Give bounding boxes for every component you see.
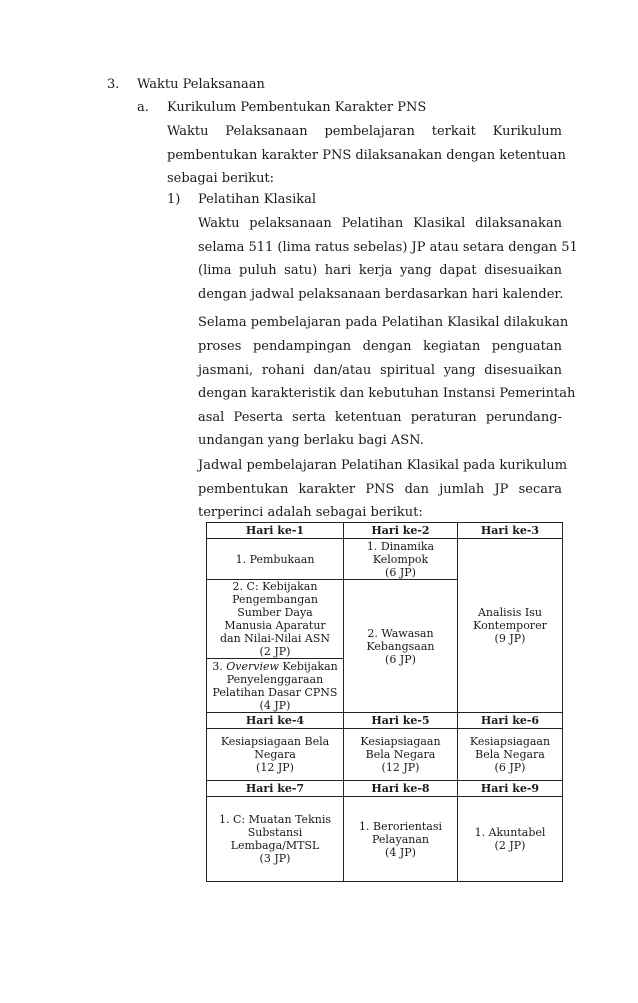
cell-hari-8 bbox=[344, 797, 458, 882]
paragraph-line: terperinci adalah sebagai berikut: bbox=[198, 505, 423, 520]
cell-line: (4 JP) bbox=[259, 698, 291, 712]
cell-line: 1. Berorientasi bbox=[359, 819, 442, 833]
cell-hari-2-session-2 bbox=[344, 580, 458, 713]
paragraph-line: (lima puluh satu) hari kerja yang dapat disesuaikan bbox=[198, 263, 562, 278]
cell-hari-2-session-1 bbox=[344, 539, 458, 580]
item-title: Pelatihan Klasikal bbox=[198, 192, 317, 207]
cell-line: Kontemporer bbox=[473, 619, 547, 632]
cell-hari-3 bbox=[458, 539, 563, 713]
cell-line: 2. Wawasan bbox=[367, 626, 434, 640]
cell-line: 2. C: Kebijakan bbox=[232, 580, 318, 593]
cell-hari-6 bbox=[458, 729, 563, 781]
paragraph-line: proses pendampingan dengan kegiatan penguatan bbox=[198, 339, 562, 354]
cell-line: dan Nilai-Nilai ASN bbox=[220, 632, 330, 645]
paragraph-line: asal Peserta serta ketentuan peraturan perundang- bbox=[198, 410, 562, 425]
cell-line: (2 JP) bbox=[494, 839, 526, 852]
paragraph-line: Jadwal pembelajaran Pelatihan Klasikal pada kurikulum bbox=[198, 458, 568, 473]
table-header-row bbox=[207, 781, 563, 797]
cell-line: Pelatihan Dasar CPNS bbox=[212, 685, 338, 699]
paragraph-line: Waktu Pelaksanaan pembelajaran terkait Kurikulum bbox=[167, 124, 562, 139]
cell-hari-1-session-1 bbox=[207, 539, 344, 580]
cell-line: 1. Dinamika bbox=[366, 539, 435, 553]
cell-hari-1-session-3 bbox=[207, 659, 344, 713]
cell-line: (6 JP) bbox=[494, 761, 526, 774]
cell-text: Kebijakan bbox=[282, 659, 338, 673]
subsection-title: Kurikulum Pembentukan Karakter PNS bbox=[167, 100, 427, 115]
paragraph-line: sebagai berikut: bbox=[167, 171, 275, 186]
section-title: Waktu Pelaksanaan bbox=[137, 77, 265, 92]
paragraph-line: dengan karakteristik dan kebutuhan Instansi Pemerintah bbox=[198, 386, 576, 401]
paragraph-line: selama 511 (lima ratus sebelas) JP atau setara dengan 51 bbox=[198, 240, 578, 255]
table-row bbox=[207, 729, 563, 781]
cell-line: (9 JP) bbox=[494, 632, 526, 645]
cell-line: 1. Pembukaan bbox=[235, 552, 315, 566]
cell-line: Negara bbox=[254, 748, 296, 761]
header-hari-3: Hari ke-3 bbox=[458, 523, 563, 539]
header-hari-4: Hari ke-4 bbox=[207, 713, 344, 729]
table-row bbox=[207, 797, 563, 882]
paragraph-line: pembentukan karakter PNS dan jumlah JP secara bbox=[198, 482, 562, 497]
cell-line: Kelompok bbox=[372, 552, 429, 566]
cell-hari-7 bbox=[207, 797, 344, 882]
cell-line: Pelayanan bbox=[372, 832, 429, 846]
cell-line: Kesiapsiagaan bbox=[469, 735, 551, 748]
table-row bbox=[207, 539, 563, 580]
paragraph-line: Selama pembelajaran pada Pelatihan Klasikal dilakukan bbox=[198, 315, 569, 330]
paragraph-line: pembentukan karakter PNS dilaksanakan dengan ketentuan bbox=[167, 148, 566, 163]
italic-term: Overview bbox=[226, 659, 279, 673]
cell-line: Substansi bbox=[247, 826, 303, 839]
item-number: 3. bbox=[212, 659, 223, 673]
cell-hari-5 bbox=[344, 729, 458, 781]
header-hari-7: Hari ke-7 bbox=[207, 781, 344, 797]
cell-line: Lembaga/MTSL bbox=[230, 839, 320, 852]
cell-line: Analisis Isu bbox=[477, 606, 542, 619]
cell-line: Bela Negara bbox=[365, 748, 436, 761]
header-hari-6: Hari ke-6 bbox=[458, 713, 563, 729]
cell-line: (4 JP) bbox=[385, 845, 416, 859]
header-hari-9: Hari ke-9 bbox=[458, 781, 563, 797]
header-hari-5: Hari ke-5 bbox=[344, 713, 458, 729]
table-header-row bbox=[207, 523, 563, 539]
schedule-table bbox=[206, 522, 563, 882]
cell-line: Manusia Aparatur bbox=[224, 619, 326, 632]
cell-line: 1. Akuntabel bbox=[474, 826, 546, 839]
cell-line: Penyelenggaraan bbox=[226, 672, 324, 686]
section-number: 3. bbox=[107, 77, 120, 92]
paragraph-line: Waktu pelaksanaan Pelatihan Klasikal dilaksanakan bbox=[198, 216, 562, 231]
cell-hari-9 bbox=[458, 797, 563, 882]
paragraph-line: dengan jadwal pelaksanaan berdasarkan hari kalender. bbox=[198, 287, 564, 302]
cell-line: Pengembangan bbox=[232, 593, 318, 606]
cell-line: Bela Negara bbox=[475, 748, 545, 761]
cell-line: Kesiapsiagaan Bela bbox=[220, 735, 330, 748]
cell-line: (3 JP) bbox=[259, 852, 291, 865]
header-hari-2: Hari ke-2 bbox=[344, 523, 458, 539]
header-hari-8: Hari ke-8 bbox=[344, 781, 458, 797]
item-number: 1) bbox=[167, 192, 181, 207]
paragraph-line: jasmani, rohani dan/atau spiritual yang disesuaikan bbox=[198, 363, 562, 378]
cell-line: 1. C: Muatan Teknis bbox=[219, 813, 331, 826]
paragraph-line: undangan yang berlaku bagi ASN. bbox=[198, 433, 424, 448]
cell-line: (6 JP) bbox=[385, 652, 416, 666]
cell-hari-1-session-2 bbox=[207, 580, 344, 659]
header-hari-1: Hari ke-1 bbox=[207, 523, 344, 539]
cell-line: Kebangsaan bbox=[366, 639, 435, 653]
cell-line: (6 JP) bbox=[385, 565, 416, 579]
cell-line: Kesiapsiagaan bbox=[360, 735, 441, 748]
cell-line bbox=[210, 660, 340, 673]
cell-line: (2 JP) bbox=[259, 645, 291, 658]
cell-line: Sumber Daya bbox=[237, 606, 313, 619]
subsection-letter: a. bbox=[137, 100, 149, 115]
table-header-row bbox=[207, 713, 563, 729]
cell-line: (12 JP) bbox=[256, 761, 294, 774]
cell-hari-4 bbox=[207, 729, 344, 781]
cell-line: (12 JP) bbox=[381, 761, 420, 774]
